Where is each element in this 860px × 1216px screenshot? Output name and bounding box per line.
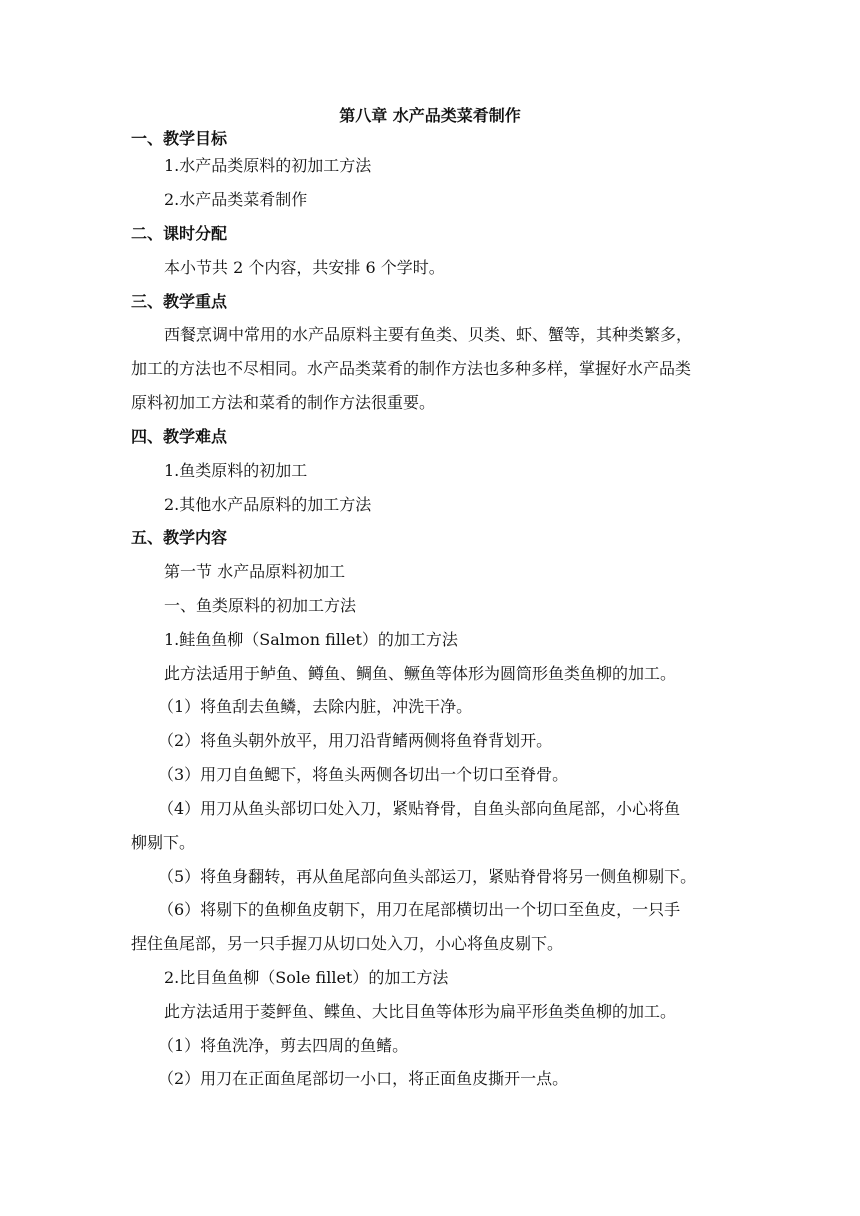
salmon-step-4-continued: 柳剔下。 [131, 833, 196, 852]
salmon-step-6-continued: 捏住鱼尾部，另一只手握刀从切口处入刀，小心将鱼皮剔下。 [131, 934, 564, 953]
difficulty-item-2: 2.其他水产品原料的加工方法 [164, 495, 372, 514]
salmon-step-2: （2）将鱼头朝外放平，用刀沿背鳍两侧将鱼脊背划开。 [158, 731, 553, 750]
salmon-step-5: （5）将鱼身翻转，再从鱼尾部向鱼头部运刀，紧贴脊骨将另一侧鱼柳剔下。 [158, 867, 697, 886]
salmon-step-3: （3）用刀自鱼鳃下，将鱼头两侧各切出一个切口至脊骨。 [158, 765, 569, 784]
goal-item-1: 1.水产品类原料的初加工方法 [164, 156, 372, 175]
sole-step-2: （2）用刀在正面鱼尾部切一小口，将正面鱼皮撕开一点。 [158, 1069, 569, 1088]
salmon-step-1: （1）将鱼刮去鱼鳞，去除内脏，冲洗干净。 [158, 697, 473, 716]
sole-title: 2.比目鱼鱼柳（Sole fillet）的加工方法 [164, 968, 449, 987]
page-title: 第八章 水产品类菜肴制作 [339, 106, 521, 125]
key-points-line-3: 原料初加工方法和菜肴的制作方法很重要。 [131, 393, 436, 412]
heading-class-hours: 二、课时分配 [131, 224, 228, 243]
part-title: 一、鱼类原料的初加工方法 [164, 596, 357, 615]
salmon-intro: 此方法适用于鲈鱼、鳟鱼、鲷鱼、鳜鱼等体形为圆筒形鱼类鱼柳的加工。 [164, 664, 677, 683]
heading-difficulties: 四、教学难点 [131, 427, 228, 446]
heading-teaching-content: 五、教学内容 [131, 528, 228, 547]
class-hours-text: 本小节共 2 个内容，共安排 6 个学时。 [164, 258, 445, 277]
salmon-step-4: （4）用刀从鱼头部切口处入刀，紧贴脊骨，自鱼头部向鱼尾部，小心将鱼 [158, 799, 681, 818]
key-points-line-1: 西餐烹调中常用的水产品原料主要有鱼类、贝类、虾、蟹等，其种类繁多， [164, 325, 693, 344]
sole-intro: 此方法适用于菱鲆鱼、鲽鱼、大比目鱼等体形为扁平形鱼类鱼柳的加工。 [164, 1002, 677, 1021]
subsection-title: 第一节 水产品原料初加工 [164, 562, 346, 581]
salmon-title: 1.鲑鱼鱼柳（Salmon fillet）的加工方法 [164, 630, 458, 649]
salmon-step-6: （6）将剔下的鱼柳鱼皮朝下，用刀在尾部横切出一个切口至鱼皮，一只手 [158, 900, 681, 919]
difficulty-item-1: 1.鱼类原料的初加工 [164, 461, 308, 480]
heading-key-points: 三、教学重点 [131, 292, 228, 311]
sole-step-1: （1）将鱼洗净，剪去四周的鱼鳍。 [158, 1036, 409, 1055]
goal-item-2: 2.水产品类菜肴制作 [164, 190, 308, 209]
key-points-line-2: 加工的方法也不尽相同。水产品类菜肴的制作方法也多种多样，掌握好水产品类 [131, 359, 692, 378]
heading-teaching-goals: 一、教学目标 [131, 129, 228, 148]
